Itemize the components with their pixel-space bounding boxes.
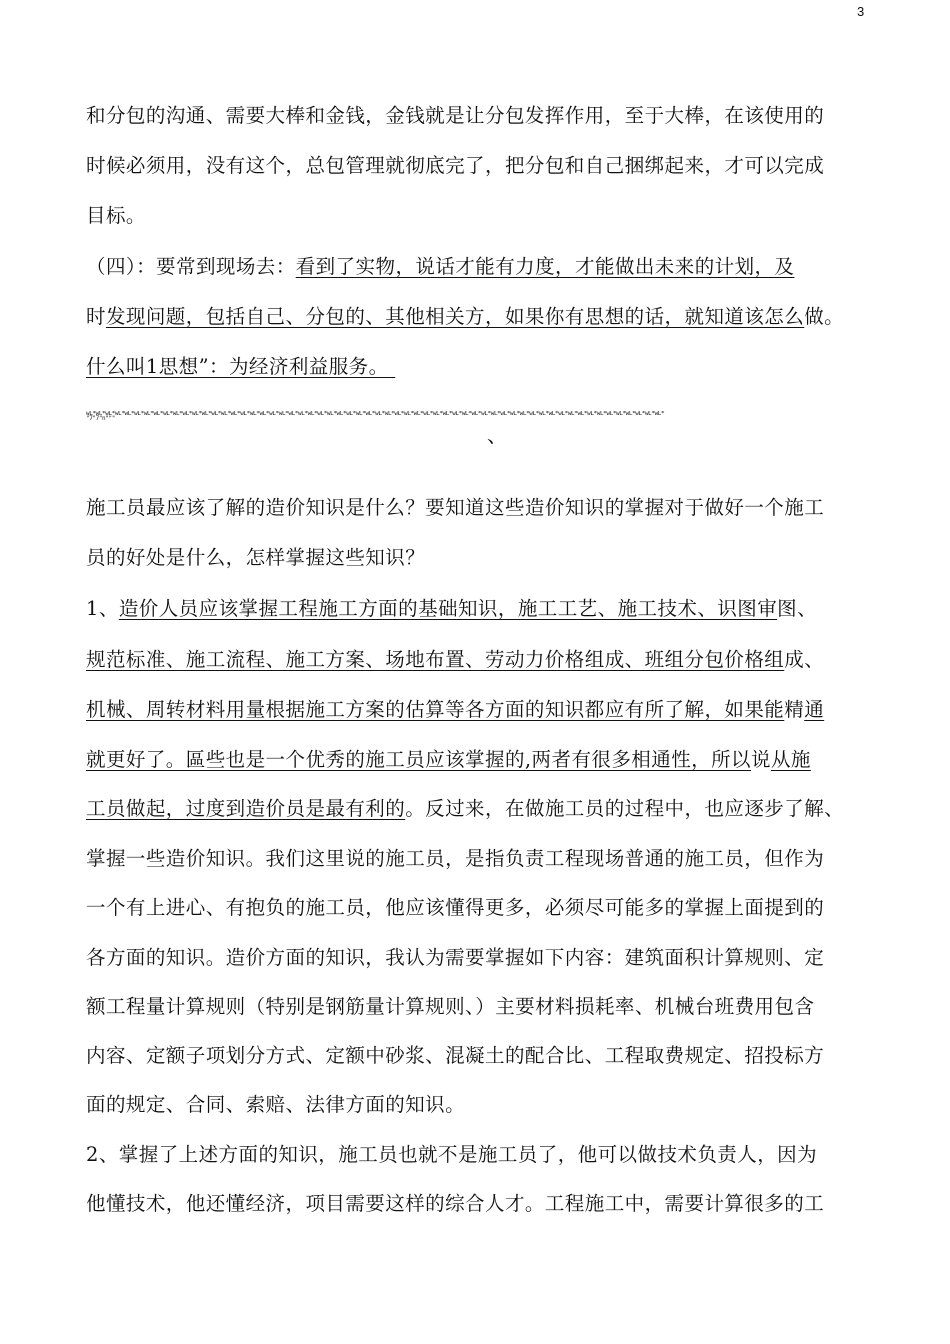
underlined-text: 就更好了。區些也是一个优秀的施工员应该掌握的,两者有很多相通性，所以: [86, 748, 751, 771]
item-1-line-10: 内容、定额子项划分方式、定额中砂浆、混凝土的配合比、工程取费规定、招投标方: [86, 1044, 825, 1067]
separator-row-2: "7"7"n""": [86, 415, 115, 421]
paragraph-2-line-1: [86, 255, 794, 279]
underlined-text: 工员做起，过度到造价员是最有利的: [86, 797, 406, 820]
plain-text: 精: [784, 698, 805, 721]
underlined-text: 发现问题，包括自己、分包的、其他相关方，如果你有思想的话，就知道该怎么: [105, 305, 805, 328]
page-number: 3: [857, 4, 865, 19]
paragraph-1-line-1: 和分包的沟通、需要大棒和金钱，金钱就是让分包发挥作用，至于大棒，在该使用的: [86, 104, 825, 127]
plain-text: 时: [86, 305, 106, 328]
separator-row-1: wL*wL*wL*wL*wL*wL*wL*wL*wL*wL*wL*wL*wL*wL*wL*wL*wL*wL*wL*wL*wL*wL*wL*wL*wL*wL*wL*wL*wL*wL*wL*wL*wL*wL*wL*wL*wL*wL*wL*wL*wL*wL*wL*wL*wL*wL*wL*wL*wL*wL*wL*wL*wL*wL*wL*wL*wL*wL*wL*wL*: [86, 411, 665, 417]
underlined-text: 什么叫1思想”：为经济利益服务。: [86, 355, 396, 378]
list-number: 1、: [86, 597, 119, 620]
plain-text: 成、: [784, 648, 825, 671]
item-1-line-5: [86, 797, 844, 821]
underlined-text: 看到了实物，说话才能有力度，才能做出未来的计划，及: [295, 255, 795, 278]
item-1-line-1: [86, 597, 817, 621]
item-1-line-4: [86, 748, 811, 772]
plain-text: 。反过来，在做施工员的过程中，也应逐步了解、: [405, 797, 845, 820]
paragraph-2-line-3: [86, 355, 395, 379]
item-1-line-11: 面的规定、合同、索赔、法律方面的知识。: [86, 1093, 466, 1116]
item-1-line-7: 一个有上进心、有抱负的施工员，他应该懂得更多，必须尽可能多的掌握上面提到的: [86, 896, 825, 919]
item-2-line-1: 2、掌握了上述方面的知识，施工员也就不是施工员了，他可以做技术负责人，因为: [86, 1143, 818, 1166]
item-1-line-2: [86, 648, 824, 672]
paragraph-1-line-3: 目标。: [86, 204, 146, 227]
section-heading-four: （四）：要常到现场去：: [86, 255, 296, 278]
paragraph-1-line-2: 时候必须用，没有这个，总包管理就彻底完了，把分包和自己捆绑起来，才可以完成: [86, 154, 825, 177]
underlined-text: 规范标准、施工流程、施工方案、场地布置、劳动力价格组成、班组分包价格组: [86, 648, 785, 671]
question-line-1: 施工员最应该了解的造价知识是什么？要知道这些造价知识的掌握对于做好一个施工: [86, 496, 825, 519]
plain-text: 图、: [777, 597, 818, 620]
item-1-line-3: [86, 698, 824, 722]
underlined-text: 通: [804, 698, 825, 721]
plain-text: 说: [751, 748, 771, 771]
item-1-line-9: 额工程量计算规则（特别是钢筋量计算规则、）主要材料损耗率、机械台班费用包含: [86, 995, 815, 1018]
underlined-text: 从施: [770, 748, 811, 771]
item-1-line-8: 各方面的知识。造价方面的知识，我认为需要掌握如下内容：建筑面积计算规则、定: [86, 946, 825, 969]
plain-text: 做。: [804, 305, 845, 328]
paragraph-2-line-2: [86, 305, 844, 329]
garbled-separator: [86, 411, 786, 421]
question-line-2: 员的好处是什么，怎样掌握这些知识？: [86, 546, 426, 569]
underlined-text: 造价人员应该掌握工程施工方面的基础知识，施工工艺、施工技术、识图审: [118, 597, 778, 620]
item-1-line-6: 掌握一些造价知识。我们这里说的施工员，是指负责工程现场普通的施工员，但作为: [86, 847, 825, 870]
item-2-line-2: 他懂技术，他还懂经济，项目需要这样的综合人才。工程施工中，需要计算很多的工: [86, 1192, 825, 1215]
punctuation-mark: 、: [487, 423, 507, 447]
underlined-text: 机械、周转材料用量根据施工方案的估算等各方面的知识都应有所了解，如果能: [86, 698, 785, 721]
